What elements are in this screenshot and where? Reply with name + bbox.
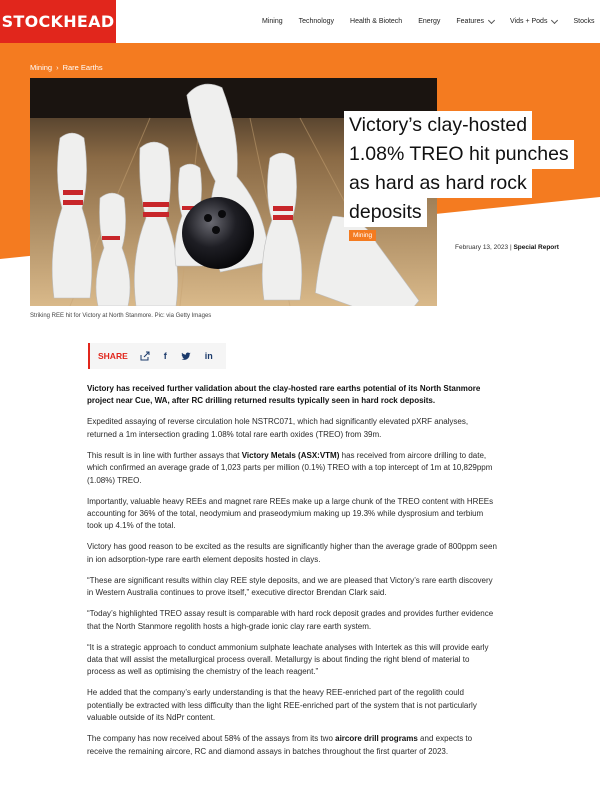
category-tag[interactable]: Mining <box>349 230 376 241</box>
article-paragraph: He added that the company’s early understanding is that the heavy REE-enriched part of the regolith could potentially be extracted with less difficulty than the light REE-enriched part of the system that is not particularly valuable outside of its NdPr content. <box>87 688 477 723</box>
logo-text: STOCKHEAD <box>1 12 115 31</box>
article-paragraph <box>87 733 497 758</box>
nav-energy-label: Energy <box>418 18 441 25</box>
chevron-down-icon <box>551 16 558 23</box>
nav-vids-pods-label: Vids + Pods <box>510 18 548 25</box>
paragraph-text: The company has now received about 58% of the assays from its two <box>87 734 336 744</box>
article-lead: Victory has received further validation about the clay-hosted rare earths potential of its North Stanmore project near Cue, WA, after RC drilling returned results typically seen in hard rock deposits. <box>87 384 481 406</box>
nav-mining[interactable] <box>262 18 283 25</box>
main-nav <box>262 0 600 43</box>
breadcrumb <box>30 63 103 72</box>
linkedin-icon[interactable]: in <box>204 351 213 361</box>
company-link[interactable]: Victory Metals (ASX:VTM) <box>241 450 340 460</box>
article-paragraph: Importantly, valuable heavy REEs and magnet rare REEs make up a large chunk of the TREO content with HREEs accounting for 36% of the total, neodymium and praseodymium making up 19.3% while dysprosium and terbium took up 4.1% of the total. <box>87 496 494 531</box>
article-body <box>87 383 497 767</box>
article-paragraph: “It is a strategic approach to conduct ammonium sulphate leachate analyses with Intertek as this will provide early data that will assist the metallurgical process overall. Metallurgy is about finding the right blend of material to process as well as optimising the chemistry of the leach reagent.” <box>87 642 489 677</box>
publish-date: February 13, 2023 <box>455 244 509 251</box>
nav-health-biotech[interactable] <box>350 18 402 25</box>
meta-separator: | <box>509 244 512 251</box>
special-report-link[interactable]: Special Report <box>513 244 559 251</box>
title-line-2: 1.08% TREO hit punches <box>344 140 574 169</box>
nav-stocks-label: Stocks <box>573 18 595 25</box>
twitter-icon[interactable] <box>181 352 191 361</box>
title-line-4: deposits <box>344 198 427 227</box>
article-paragraph: Victory has good reason to be excited as the results are significantly higher than the average grade of 800ppm seen in ion adsorption-type rare earth element deposits hosted in clays. <box>87 542 497 564</box>
site-header <box>0 0 600 43</box>
article-paragraph <box>87 450 497 487</box>
hero-caption: Striking REE hit for Victory at North Stanmore. Pic: via Getty Images <box>30 313 212 319</box>
paragraph-text: has received from aircore drilling to date, which confirmed an average grade of 1,023 parts per million (0.1%) TREO with a top intercept of 1m at 10,829ppm (1.08%) TREO. <box>87 450 493 485</box>
nav-mining-label: Mining <box>262 18 283 25</box>
share-icon[interactable] <box>140 351 150 361</box>
nav-energy[interactable] <box>418 18 440 25</box>
article-title <box>344 111 584 227</box>
title-line-1: Victory’s clay-hosted <box>344 111 532 140</box>
nav-features-label: Features <box>456 18 485 25</box>
facebook-icon[interactable]: f <box>163 351 167 361</box>
stockhead-logo[interactable] <box>0 0 116 43</box>
chevron-down-icon <box>488 16 495 23</box>
breadcrumb-separator: › <box>56 63 59 72</box>
drill-programs-link[interactable]: aircore drill programs <box>335 734 418 744</box>
nav-technology[interactable] <box>299 18 334 25</box>
nav-features[interactable] <box>456 18 494 25</box>
share-bar <box>88 343 226 369</box>
breadcrumb-rare-earths[interactable]: Rare Earths <box>62 63 103 72</box>
article-paragraph: “Today’s highlighted TREO assay result is comparable with hard rock deposit grades and provides further evidence that the North Stanmore regolith hosts a high-grade ionic clay rare earth system. <box>87 609 494 631</box>
nav-stocks[interactable] <box>573 18 594 25</box>
paragraph-text: and expects to receive the remaining aircore, RC and diamond assays in batches throughout the first quarter of 2023. <box>87 734 473 756</box>
nav-health-biotech-label: Health & Biotech <box>350 18 403 25</box>
nav-vids-pods[interactable] <box>510 18 557 25</box>
article-paragraph: “These are significant results within clay REE style deposits, and we are pleased that Victory’s rare earth discovery in Western Australia continues to prove itself,” executive director Brendan Clark said. <box>87 575 493 598</box>
title-line-3: as hard as hard rock <box>344 169 532 198</box>
share-label: SHARE <box>98 351 128 361</box>
article-meta <box>455 244 559 251</box>
article-paragraph: Expedited assaying of reverse circulation hole NSTRC071, which had significantly elevated pXRF analyses, returned a 1m intersection grading 1.08% total rare earth oxides (TREO) from 39m. <box>87 417 469 439</box>
nav-technology-label: Technology <box>298 18 335 25</box>
paragraph-text: This result is in line with further assays that <box>87 450 242 460</box>
breadcrumb-mining[interactable]: Mining <box>30 63 53 72</box>
